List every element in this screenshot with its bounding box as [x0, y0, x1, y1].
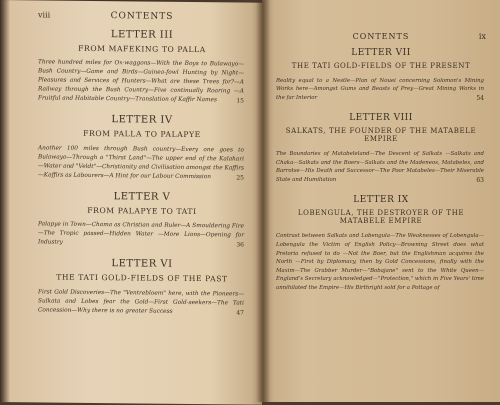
chapter-page-number: 25 [236, 174, 244, 182]
summary-text: The Boundaries of Matabeleland—The Descent of Salkats —Salkats and Chaka—Salkats and the Boers—Salkats and the Madeneos, Matabeles, and Barrotse—His Death and Successor—The Poor Matabeles—Their Miserable State and Humiliation [276, 151, 484, 184]
letter-heading: LETTER V [113, 191, 171, 203]
right-page [262, 0, 500, 402]
left-running-head: CONTENTS [110, 11, 174, 22]
chapter-title: THE TATI GOLD-FIELDS OF THE PRESENT [291, 62, 471, 70]
contents-entry [38, 258, 246, 318]
contents-entry [276, 48, 486, 103]
chapter-page-number: 15 [236, 97, 244, 105]
chapter-summary [276, 77, 486, 103]
summary-text: Palapye in Town—Chama as Christian and Ruler—A Smouldering Fire—The Tropic passed—Hidden Water —More Lions—Opening for Industry [38, 221, 244, 246]
chapter-title: LOBENGULA, THE DESTROYER OF THE MATABELE EMPIRE [297, 208, 465, 226]
chapter-page-number: 47 [236, 309, 244, 317]
chapter-title: FROM PALAPYE TO TATI [87, 205, 197, 216]
book-gutter [256, 0, 270, 402]
chapter-page-number: 36 [236, 241, 244, 249]
page-edge-shadow [0, 0, 10, 402]
summary-text: First Gold Discoveries—The "Ventrebloem" here, with the Pioneers—Sulkata and Lobes fear the Gold—First Gold-seekers—The Tati Concession—Why there is no greater Success [38, 289, 244, 315]
right-page-number: ix [478, 32, 486, 41]
contents-entry [276, 113, 486, 185]
right-running-head: CONTENTS [352, 32, 410, 41]
contents-entry [38, 28, 246, 106]
letter-heading: LETTER IX [353, 194, 409, 205]
chapter-summary [276, 232, 486, 292]
chapter-title: THE TATI GOLD-FIELDS OF THE PAST [56, 272, 228, 284]
chapter-summary [38, 288, 246, 317]
summary-text: Another 100 miles through Bush country—Every one goes to Bulawayo—Through a "Thirst Land"—The upper end of the Kalahari—Water and "Veldt"—Christianity and Civilisation amongst the Kaffirs—Kaffirs as Labourers—A Hint for our Labour Commission [38, 145, 244, 181]
left-page-header [38, 10, 246, 30]
chapter-title: FROM PALLA TO PALAPYE [83, 129, 201, 140]
letter-heading: LETTER VII [351, 48, 411, 58]
chapter-page-number: 54 [476, 95, 484, 103]
letter-heading: LETTER VIII [349, 112, 413, 123]
chapter-title: FROM MAFEKING TO PALLA [78, 43, 206, 55]
chapter-page-number: 63 [476, 177, 484, 185]
summary-text: Three hundred miles for Ox-waggons—With the Boys to Bulawayo—Bush Country—Game and Birds—Guinea-fowl Hunting by Night—Pleasures and Services of Hunters—What are these Trees for?—A Railway through the Bush Country—Five continually Roaring —A Fruitful and Habitable Country—Translation of Kaffir Names [38, 59, 244, 104]
chapter-title: SALKATS, THE FOUNDER OF THE MATABELE EMPIRE [285, 126, 477, 144]
chapter-summary [38, 59, 246, 106]
right-page-header [276, 32, 486, 48]
left-page-number: viii [38, 10, 51, 20]
letter-heading: LETTER VI [111, 258, 173, 271]
contents-entry [276, 195, 486, 293]
chapter-summary [38, 144, 246, 182]
letter-heading: LETTER IV [111, 114, 173, 127]
contents-entry [38, 190, 246, 250]
chapter-summary [276, 150, 486, 185]
summary-text: Contrast between Salkats and Lobengula—The Weaknesses of Lobengula—Lobengula the Victim of English Policy—Browning Street does what Pretoria refused to do —Not the Boer, but the Englishman acquires the North —First by Diplomacy, then by Gold Concessions, finally with the Maxim—The Grabber Murder—"Bobajane" sent to the White Queen—England's Secretary acknowledged—"Protection," which in Five Years' time annihilated the Empire—His Birthright sold for a Pottage of [276, 233, 484, 292]
chapter-summary [38, 221, 246, 250]
contents-entry [38, 114, 246, 183]
letter-heading: LETTER III [110, 29, 174, 41]
summary-text: Reality equal to a Nestle—Plan of Nouei concerning Solomon's Mining Works here—Amongst Gums and Beasts of Prey—Great Mining Works in the far Interior [276, 77, 484, 102]
